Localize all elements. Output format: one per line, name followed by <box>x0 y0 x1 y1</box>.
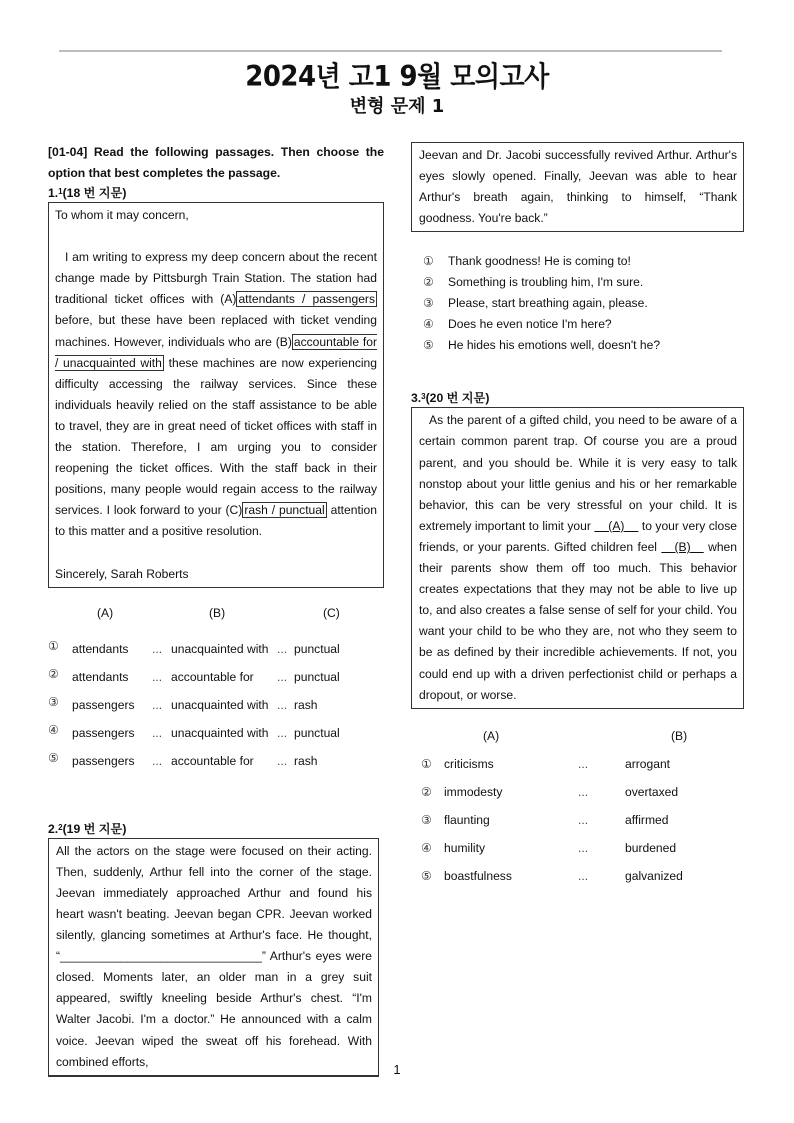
choice-1[interactable]: ① Thank goodness! He is coming to! <box>423 254 631 269</box>
answer-blank: ______________________________ <box>60 949 262 964</box>
option-2[interactable]: ② immodesty ... overtaxed <box>421 784 679 799</box>
question-2-heading: 2.$^2$(19 번 지문) <box>48 821 127 836</box>
option-5[interactable]: ⑤ boastfulness ... galvanized <box>421 868 683 883</box>
left-column <box>48 142 384 1077</box>
choice-4[interactable]: ④ Does he even notice I'm here? <box>423 317 612 332</box>
option-5[interactable]: ⑤ passengers ... accountable for ... rash <box>48 750 318 768</box>
option-1[interactable]: ① attendants ... unacquainted with ... punctual <box>48 638 340 656</box>
footnote-ref: 2 <box>58 822 63 832</box>
choice-3[interactable]: ③ Please, start breathing again, please. <box>423 296 648 311</box>
closing: Sincerely, Sarah Roberts <box>55 566 189 581</box>
page-number: 1 <box>393 1062 401 1077</box>
question-1-passage <box>48 202 384 588</box>
choice-box-a: attendants / passengers <box>238 292 376 307</box>
top-rule <box>59 50 722 52</box>
option-3[interactable]: ③ flaunting ... affirmed <box>421 812 669 827</box>
question-3-passage <box>411 407 744 708</box>
question-2-passage <box>48 838 379 1077</box>
options-header: (A) (B) (C) <box>97 605 340 620</box>
question-1-options <box>48 606 384 782</box>
question-3-heading: 3.$^3$(20 번 지문) <box>411 391 490 406</box>
option-4[interactable]: ④ passengers ... unacquainted with ... punctual <box>48 722 340 740</box>
page-title: 2024년 고1 9월 모의고사 <box>245 60 549 94</box>
choice-box-b: accountable for / unacquainted with <box>55 334 377 370</box>
page-subtitle: 변형 문제 1 <box>349 96 445 117</box>
letter-body: I am writing to express my deep concern about the recent change made by Pittsburgh Train Station. The station had traditional ticket offices with (A) attendants / passengers before, but these have been replaced with ticket vending machines. However, individuals who are (B) accountable for / unacquainted with these machines are now experiencing difficulty accessing the railway services. Since these individuals heavily relied on the staff assistance to be able to travel, they are in great need of ticket offices with staff in the station. Therefore, I am urging you to consider reopening the ticket offices. With the staff back in their positions, many people would regain access to the railway services. I look forward to your (C) rash / punctual attention to this matter and a positive resolution. <box>55 250 377 539</box>
passage-text: As the parent of a gifted child, you need to be aware of a certain common parent trap. Of course you are a proud parent, and you should be. While it is very easy to talk nonstop about your little genius and his or her remarkable behavior, this can be very stressful on your child. It is extremely important to limit your (A) to your very close friends, or your parents. Gifted children feel (B) when their parents show them off too much. This behavior creates expectations that they may not be able to live up to, and also creates a false sense of self for your child. You want your child to be who they are, not who they seem to be as defined by their incredible achievements. If not, you could end up with a driven perfectionist child or perhaps a dropout, or worse. <box>419 413 738 702</box>
choice-5[interactable]: ⑤ He hides his emotions well, doesn't he? <box>423 338 661 353</box>
option-2[interactable]: ② attendants ... accountable for ... punctual <box>48 666 340 684</box>
option-1[interactable]: ① criticisms ... arrogant <box>421 756 671 771</box>
question-2-passage-continued: Jeevan and Dr. Jacobi successfully revived Arthur. Arthur's eyes slowly opened. Finally, Jeevan was able to hear Arthur's breath again, thinking to himself, “Thank goodness. You're back.” <box>411 142 744 232</box>
passage-text: All the actors on the stage were focused on their acting. Then, suddenly, Arthur fell into the corner of the stage. Jeevan immediately approached Arthur and found his heart wasn't beating. Jeevan began CPR. Jeevan worked silently, glancing sometimes at Arthur's face. He thought, “______________________________” Arthur's eyes were closed. Moments later, an older man in a grey suit appeared, swiftly kneeling beside Arthur's chest. “I'm Walter Jacobi. I'm a doctor.” He announced with a calm voice. Jeevan wiped the sweat off his forehead. With combined efforts, <box>56 843 372 1069</box>
footnote-ref: 1 <box>58 187 63 196</box>
question-3-options <box>411 729 745 897</box>
options-header: (A) (B) <box>483 728 688 743</box>
option-4[interactable]: ④ humility ... burdened <box>421 840 677 855</box>
question-2-choices <box>411 251 745 356</box>
question-1-heading: 1.$^1$(18 번 지문) <box>48 186 127 200</box>
choice-box-c: rash / punctual <box>244 503 325 518</box>
option-3[interactable]: ③ passengers ... unacquainted with ... rash <box>48 694 318 712</box>
blank-a: (A) <box>594 518 639 533</box>
footnote-ref: 3 <box>421 392 426 402</box>
right-column <box>411 142 745 897</box>
choice-2[interactable]: ② Something is troubling him, I'm sure. <box>423 275 644 290</box>
salutation: To whom it may concern, <box>55 208 189 222</box>
blank-b: (B) <box>661 539 704 554</box>
instructions: [01-04] Read the following passages. Then choose the option that best completes the passage. <box>48 145 384 180</box>
